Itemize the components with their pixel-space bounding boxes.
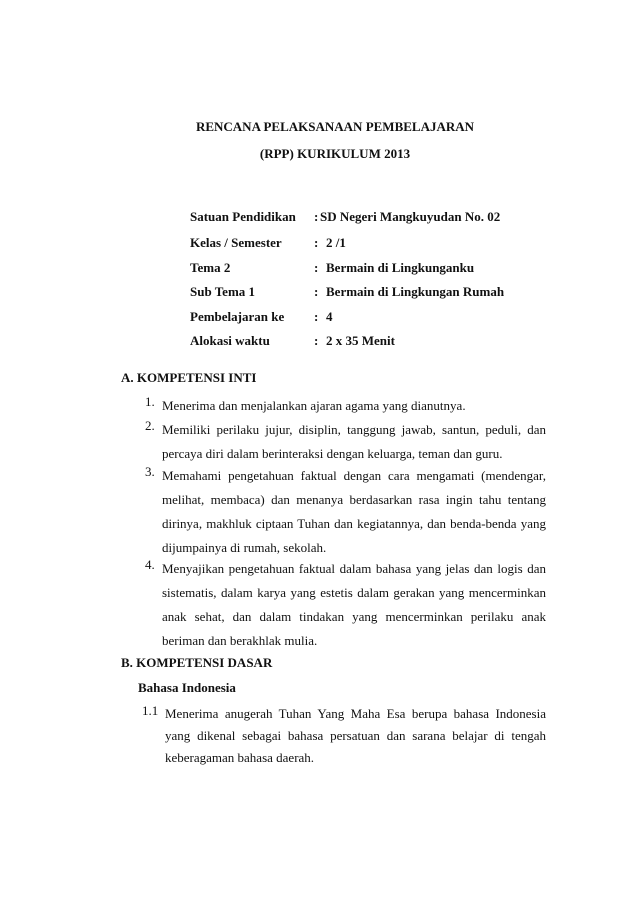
document-subtitle: (RPP) KURIKULUM 2013 [259, 146, 411, 161]
list-item: Memiliki perilaku jujur, disiplin, tanggung jawab, santun, peduli, dan percaya diri dalam berinteraksi dengan keluarga, teman dan guru. [162, 422, 546, 461]
identity-label: Tema 2 [190, 260, 231, 275]
identity-label: Alokasi waktu [190, 333, 270, 348]
identity-label: Satuan Pendidikan [190, 209, 296, 224]
identity-value: SD Negeri Mangkuyudan No. 02 [320, 209, 501, 224]
section-subheading: Bahasa Indonesia [138, 680, 236, 695]
identity-separator: : [314, 209, 319, 224]
list-item: Menerima anugerah Tuhan Yang Maha Esa berupa bahasa Indonesia yang dikenal sebagai bahasa persatuan dan sarana belajar di tengah keberagaman bahasa daerah. [165, 706, 546, 765]
list-item: Menyajikan pengetahuan faktual dalam bahasa yang jelas dan logis dan sistematis, dalam karya yang estetis dalam gerakan yang mencerminkan anak sehat, dan dalam tindakan yang mencerminkan perilaku anak beriman dan berakhlak mulia. [162, 561, 546, 648]
section-heading: A. KOMPETENSI INTI [121, 370, 257, 385]
section-heading: B. KOMPETENSI DASAR [121, 655, 273, 670]
identity-label: Kelas / Semester [190, 235, 282, 250]
list-item: Menerima dan menjalankan ajaran agama yang dianutnya. [162, 398, 466, 413]
document-title: RENCANA PELAKSANAAN PEMBELAJARAN [195, 119, 475, 134]
identity-separator: : [314, 284, 319, 299]
identity-value: 4 [326, 309, 333, 324]
identity-separator: : [314, 333, 319, 348]
identity-separator: : [314, 309, 319, 324]
identity-separator: : [314, 260, 319, 275]
identity-value: 2 /1 [326, 235, 346, 250]
list-number: 1.1 [142, 703, 159, 718]
list-number: 4. [145, 557, 155, 572]
list-number: 2. [145, 418, 155, 433]
identity-separator: : [314, 235, 319, 250]
list-item: Memahami pengetahuan faktual dengan cara mengamati (mendengar, melihat, membaca) dan menanya berdasarkan rasa ingin tahu tentang dirinya, makhluk ciptaan Tuhan dan kegiatannya, dan benda-benda yang dijumpainya di rumah, sekolah. [162, 468, 546, 555]
identity-label: Pembelajaran ke [190, 309, 285, 324]
identity-value: Bermain di Lingkunganku [326, 260, 475, 275]
identity-value: 2 x 35 Menit [326, 333, 395, 348]
identity-value: Bermain di Lingkungan Rumah [326, 284, 505, 299]
identity-label: Sub Tema 1 [190, 284, 256, 299]
list-number: 3. [145, 464, 155, 479]
list-number: 1. [145, 394, 155, 409]
